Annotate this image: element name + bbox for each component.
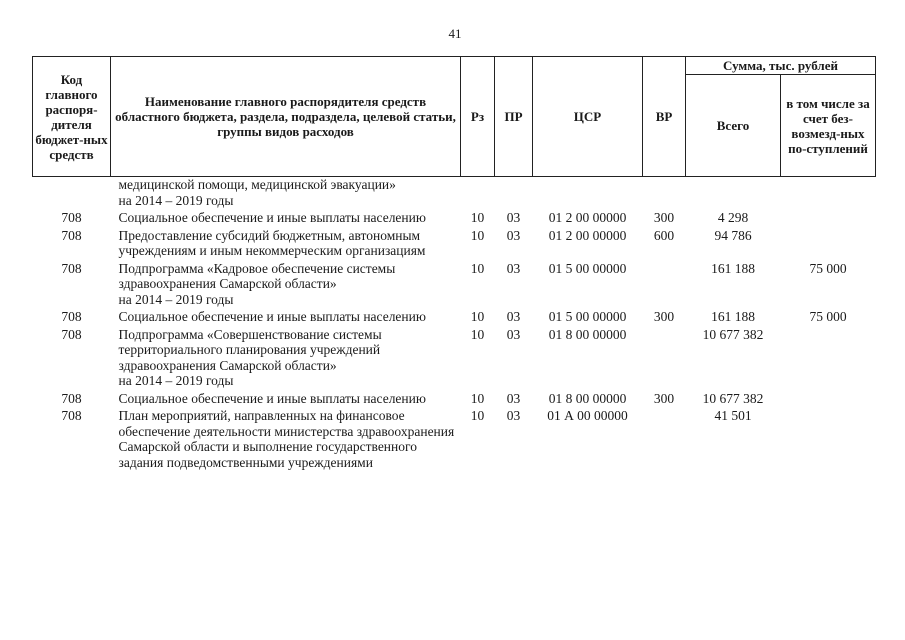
cell-incl [781, 228, 876, 261]
cell-csr: 01 5 00 00000 [548, 309, 627, 324]
cell-total: 10 677 382 [702, 390, 764, 406]
cell-incl: 75 000 [809, 309, 847, 324]
table-row [33, 327, 876, 391]
cell-code: 708 [61, 227, 82, 243]
cell-total [686, 177, 781, 211]
table-body [33, 177, 876, 473]
cell-name: Социальное обеспечение и иные выплаты населению [118, 390, 426, 406]
table-row [33, 228, 876, 261]
cell-code: 708 [61, 260, 82, 276]
page-number: 41 [448, 26, 462, 41]
cell-rz: 10 [470, 326, 485, 342]
cell-csr: 01 2 00 00000 [548, 227, 627, 243]
cell-code: 708 [61, 408, 82, 423]
cell-vr [643, 177, 686, 211]
cell-code [33, 177, 111, 211]
header-incl: в том числе за счет без-возмезд-ных по-ступлений [781, 75, 876, 177]
header-csr: ЦСР [533, 57, 643, 177]
cell-pr: 03 [506, 210, 521, 225]
cell-vr [643, 408, 686, 472]
header-total: Всего [686, 75, 781, 177]
cell-pr: 03 [506, 390, 521, 406]
header-name: Наименование главного распорядителя средств областного бюджета, раздела, подраздела, целевой статьи, группы видов расходов [111, 57, 461, 177]
cell-code: 708 [61, 210, 82, 225]
name-line: медицинской помощи, медицинской эвакуации» на 2014 – 2019 годы [118, 177, 396, 208]
cell-vr: 300 [653, 309, 675, 324]
cell-pr: 03 [506, 309, 521, 324]
cell-name [111, 261, 461, 310]
table-row [33, 391, 876, 409]
cell-name [111, 327, 461, 391]
cell-vr: 300 [653, 390, 675, 406]
cell-pr [495, 177, 533, 211]
cell-rz: 10 [470, 227, 485, 243]
cell-incl [781, 391, 876, 409]
cell-name: Предоставление субсидий бюджетным, автономным учреждениям и иным некоммерческим организациям [118, 227, 426, 258]
cell-rz: 10 [470, 260, 485, 276]
name-line: Подпрограмма «Совершенствование системы территориального планирования учреждений здравоохранения Самарской области» на 2014 – 2019 годы [118, 326, 382, 388]
cell-pr: 03 [506, 227, 521, 243]
cell-incl [781, 210, 876, 228]
cell-rz: 10 [470, 309, 485, 324]
table-row [33, 261, 876, 310]
cell-code: 708 [61, 309, 82, 324]
cell-name: Социальное обеспечение и иные выплаты населению [118, 309, 426, 324]
header-vr: ВР [643, 57, 686, 177]
cell-csr: 01 5 00 00000 [548, 260, 627, 276]
cell-incl: 75 000 [809, 260, 847, 276]
table-header [33, 57, 876, 177]
cell-name: План мероприятий, направленных на финансовое обеспечение деятельности министерства здравоохранения Самарской области и выполнение государственного задания подведомственными учреждениями [118, 408, 455, 470]
cell-csr: 01 8 00 00000 [548, 326, 627, 342]
cell-name [111, 177, 461, 211]
table-row [33, 210, 876, 228]
cell-incl [781, 177, 876, 211]
cell-total: 161 188 [711, 309, 755, 324]
cell-total: 4 298 [717, 210, 749, 225]
header-rz: Рз [461, 57, 495, 177]
cell-vr: 300 [653, 210, 675, 225]
cell-pr: 03 [506, 326, 521, 342]
cell-code: 708 [61, 390, 82, 406]
table-row [33, 408, 876, 472]
cell-csr [533, 177, 643, 211]
cell-name: Социальное обеспечение и иные выплаты населению [118, 210, 426, 225]
cell-csr: 01 А 00 00000 [547, 408, 628, 423]
cell-csr: 01 2 00 00000 [548, 210, 627, 225]
cell-pr: 03 [506, 260, 521, 276]
table-row [33, 177, 876, 211]
cell-incl [781, 327, 876, 391]
budget-table [32, 56, 876, 472]
header-sum-group: Сумма, тыс. рублей [686, 57, 876, 75]
cell-vr [643, 327, 686, 391]
cell-total: 94 786 [714, 227, 752, 243]
cell-rz: 10 [470, 210, 485, 225]
header-code: Код главного распоря-дителя бюджет-ных средств [33, 57, 111, 177]
cell-pr: 03 [506, 408, 521, 423]
cell-csr: 01 8 00 00000 [548, 390, 627, 406]
cell-total: 161 188 [711, 260, 755, 276]
cell-incl [781, 408, 876, 472]
cell-total: 10 677 382 [702, 326, 764, 342]
header-pr: ПР [495, 57, 533, 177]
cell-code: 708 [61, 326, 82, 342]
cell-vr: 600 [653, 227, 675, 243]
cell-vr [643, 261, 686, 310]
cell-rz [461, 177, 495, 211]
cell-total: 41 501 [714, 408, 752, 423]
table-row [33, 309, 876, 327]
cell-rz: 10 [470, 408, 485, 423]
name-line: Подпрограмма «Кадровое обеспечение системы здравоохранения Самарской области» на 2014 – 2019 годы [118, 260, 396, 307]
cell-rz: 10 [470, 390, 485, 406]
